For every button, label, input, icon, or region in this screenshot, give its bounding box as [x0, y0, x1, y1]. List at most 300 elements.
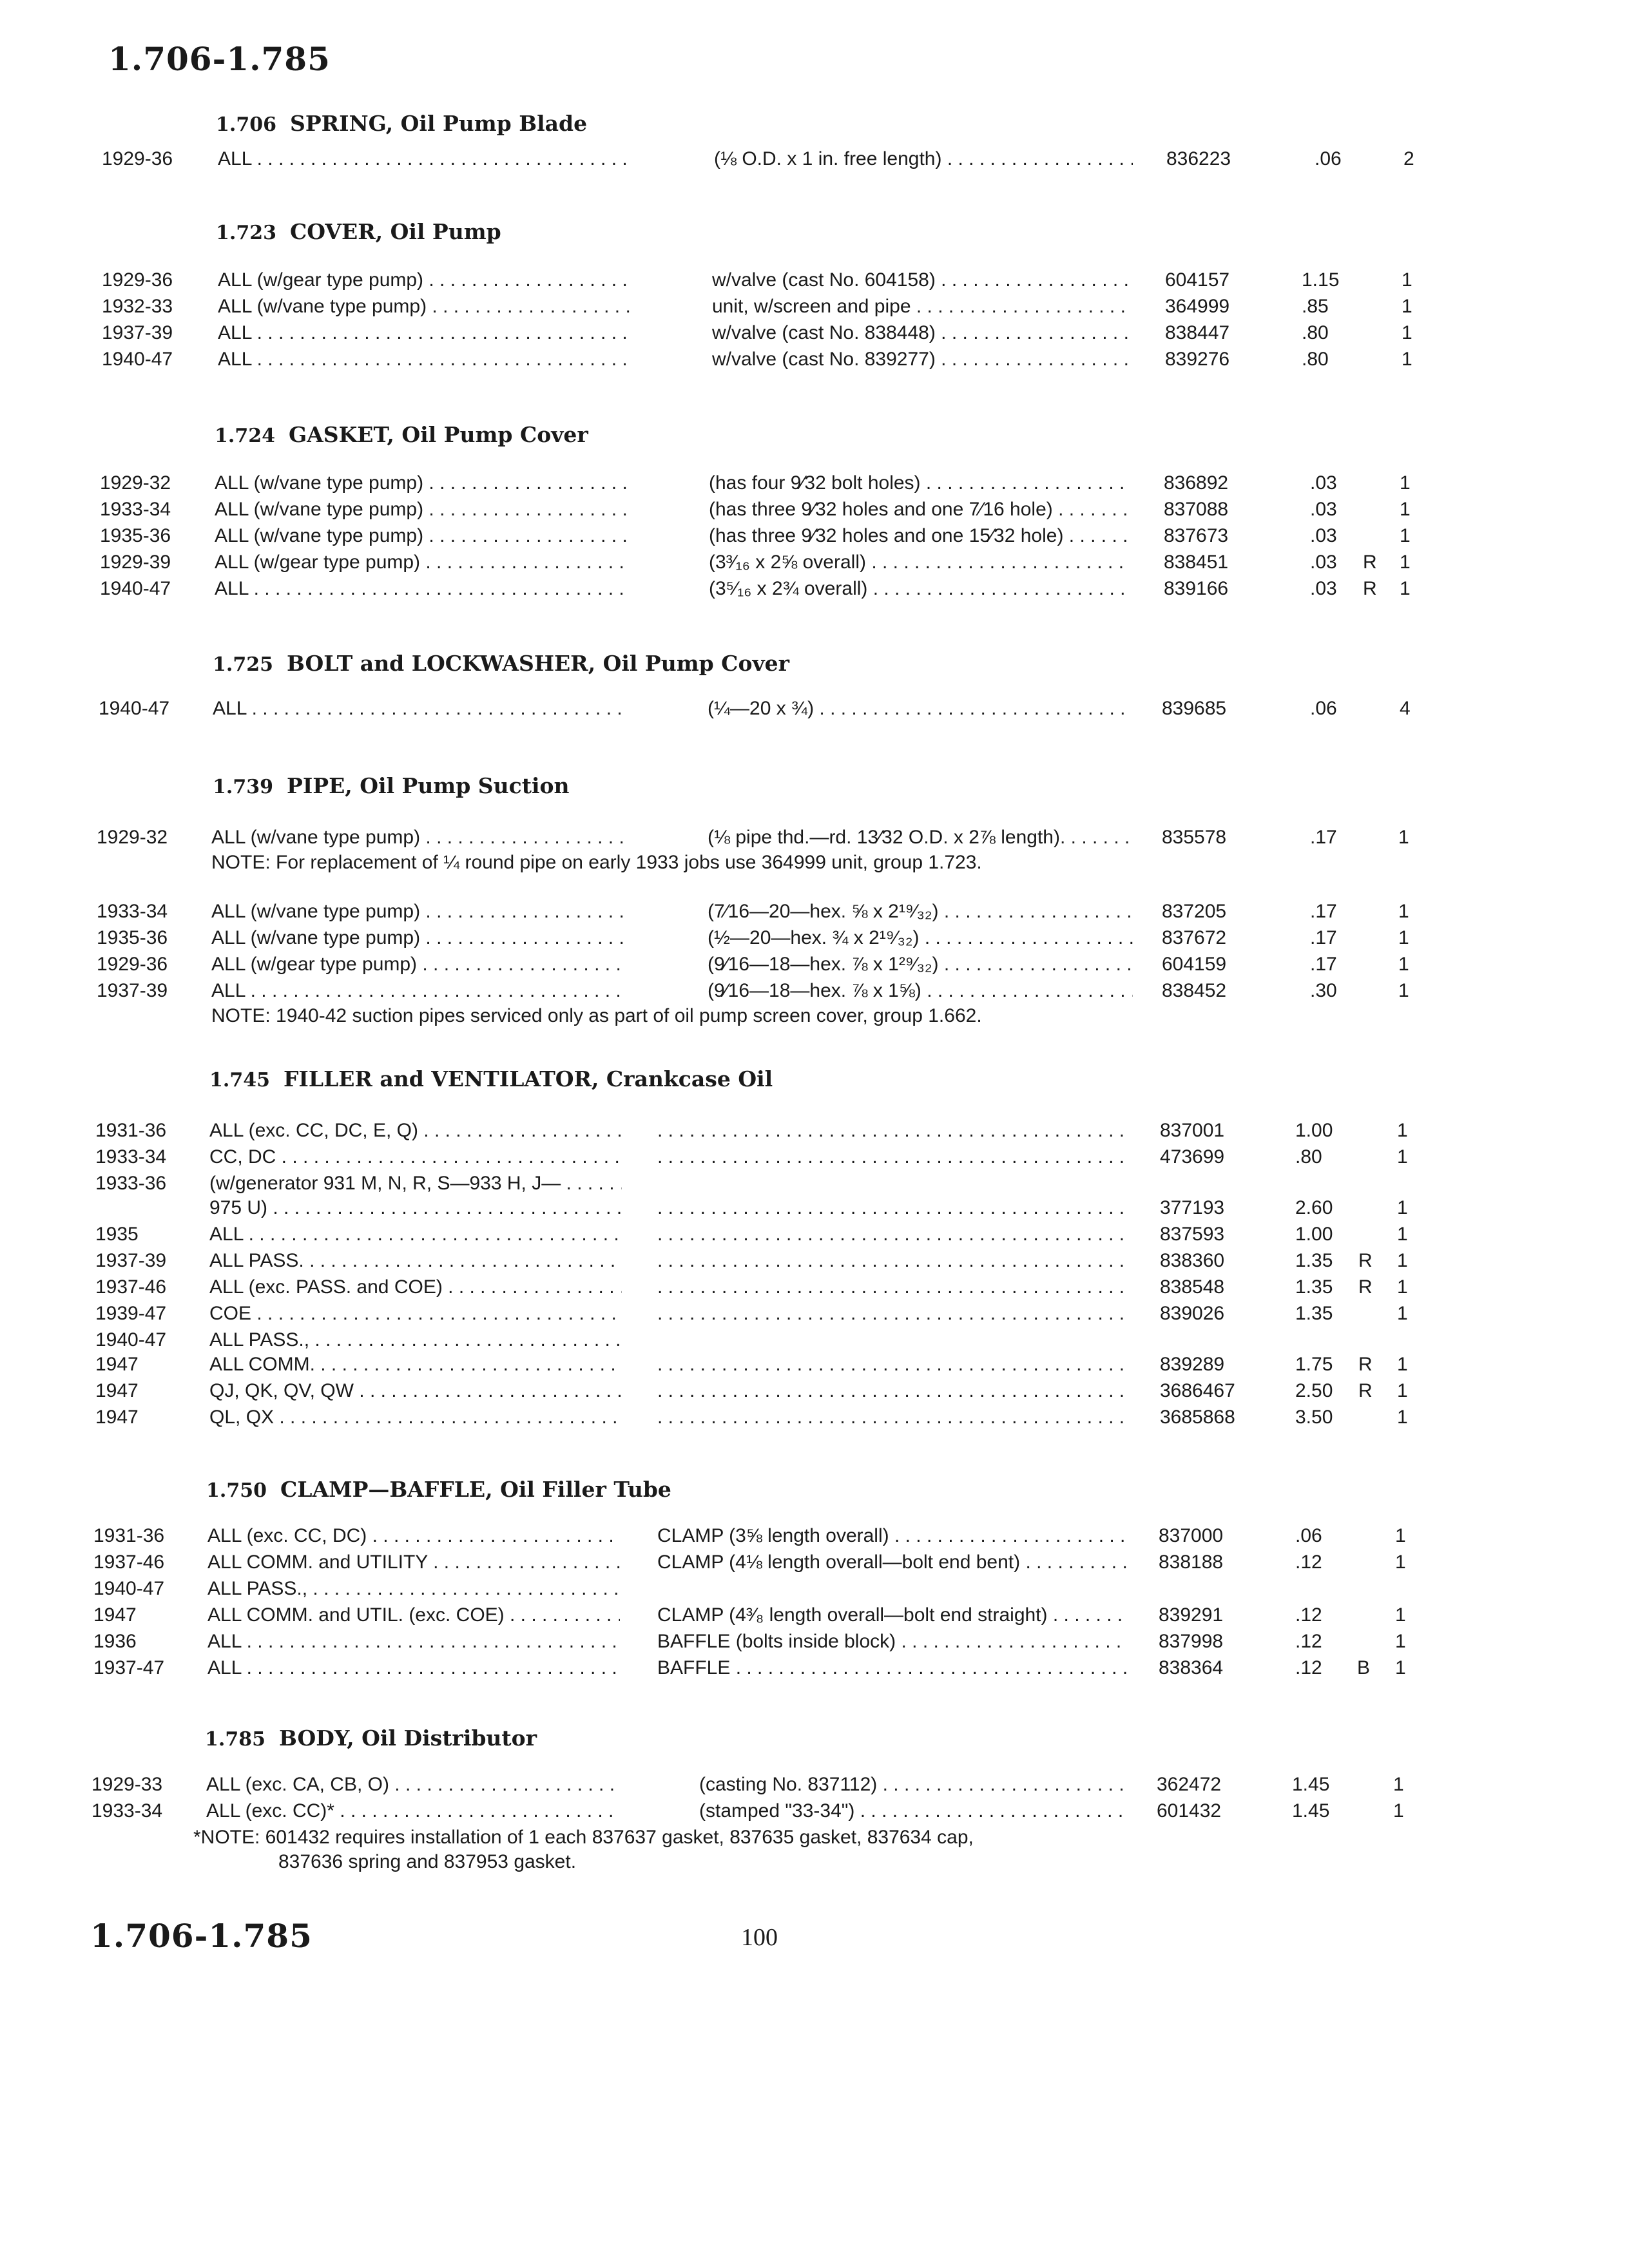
application — [206, 1800, 619, 1822]
application — [207, 1552, 620, 1573]
section-name: PIPE, Oil Pump Suction — [287, 773, 570, 798]
application — [215, 525, 627, 547]
quantity: 1 — [1398, 927, 1409, 948]
section-title — [215, 422, 588, 447]
section-title — [213, 651, 789, 676]
section-title — [213, 773, 570, 798]
section-name: GASKET, Oil Pump Cover — [289, 422, 588, 447]
description-text: (9⁄16—18—hex. ⅞ x 1⅝) — [708, 980, 921, 1001]
table-row — [0, 954, 1629, 981]
description-text: (has four 9⁄32 bolt holes) — [709, 472, 921, 494]
table-row — [0, 1224, 1629, 1251]
table-row — [0, 472, 1629, 499]
application — [209, 1329, 622, 1351]
part-number: 838360 — [1160, 1250, 1225, 1271]
quantity: 1 — [1397, 1250, 1408, 1271]
list-price: .12 — [1295, 1631, 1322, 1652]
year-range: 1947 — [95, 1407, 139, 1428]
application-text: ALL (w/vane type pump) — [211, 927, 421, 948]
application — [209, 1303, 622, 1325]
year-range: 1937-46 — [93, 1552, 165, 1573]
quantity: 1 — [1397, 1120, 1408, 1141]
section-name: FILLER and VENTILATOR, Crankcase Oil — [284, 1066, 773, 1091]
application-text: ALL — [218, 349, 252, 370]
table-row — [0, 552, 1629, 579]
application-text: ALL — [218, 322, 252, 343]
description — [712, 296, 1133, 318]
list-price: .85 — [1302, 296, 1329, 317]
part-number: 837593 — [1160, 1224, 1225, 1245]
list-price: .12 — [1295, 1604, 1322, 1626]
table-row — [0, 1657, 1629, 1684]
application — [209, 1120, 622, 1142]
year-range: 1937-46 — [95, 1276, 167, 1298]
table-row — [0, 578, 1629, 605]
application — [207, 1525, 620, 1547]
part-number: 837000 — [1159, 1525, 1224, 1546]
list-price: .80 — [1302, 349, 1329, 370]
part-number: 3685868 — [1160, 1407, 1235, 1428]
part-number: 837998 — [1159, 1631, 1224, 1652]
table-row — [0, 1250, 1629, 1277]
part-number: 604157 — [1165, 269, 1230, 291]
part-number: 838451 — [1164, 552, 1229, 573]
year-range: 1940-47 — [100, 578, 171, 599]
year-range: 1935-36 — [97, 927, 168, 948]
application — [209, 1224, 622, 1245]
quantity: 1 — [1397, 1303, 1408, 1324]
quantity: 1 — [1398, 901, 1409, 922]
description — [657, 1120, 1128, 1142]
description — [657, 1380, 1128, 1402]
table-row — [0, 1525, 1629, 1552]
list-price: 1.15 — [1302, 269, 1340, 291]
application — [215, 499, 627, 521]
table-row — [0, 322, 1629, 349]
application-text: ALL — [207, 1631, 242, 1652]
year-range: 1937-39 — [97, 980, 168, 1001]
part-number: 601432 — [1157, 1800, 1222, 1821]
section-note: NOTE: 1940-42 suction pipes serviced only as part of oil pump screen cover, group 1.662. — [211, 1005, 982, 1026]
section-title — [206, 1477, 671, 1502]
application — [209, 1146, 622, 1168]
application-text: ALL (exc. CC, DC, E, Q) — [209, 1120, 418, 1141]
list-price: 2.60 — [1295, 1197, 1333, 1218]
quantity: 1 — [1397, 1146, 1408, 1168]
description — [657, 1552, 1128, 1573]
year-range: 1933-34 — [95, 1146, 167, 1168]
description — [657, 1354, 1128, 1376]
application-text: ALL (w/vane type pump) — [215, 525, 424, 546]
application-text: ALL COMM. — [209, 1354, 315, 1375]
table-row — [0, 1329, 1629, 1356]
description-text: (3⁵⁄₁₆ x 2¾ overall) — [709, 578, 868, 599]
description-text: w/valve (cast No. 838448) — [712, 322, 936, 343]
application-text: ALL — [207, 1657, 242, 1678]
application — [211, 901, 624, 923]
part-number: 837205 — [1162, 901, 1227, 922]
application-text: ALL PASS., — [209, 1329, 310, 1350]
application — [209, 1354, 622, 1376]
part-number: 838548 — [1160, 1276, 1225, 1298]
description-text: (⅛ pipe thd.—rd. 13⁄32 O.D. x 2⅞ length). — [708, 827, 1066, 848]
application-text: (w/generator 931 M, N, R, S—933 H, J— — [209, 1173, 561, 1194]
list-price: 1.00 — [1295, 1120, 1333, 1141]
description-text: w/valve (cast No. 604158) — [712, 269, 936, 291]
description-text: unit, w/screen and pipe — [712, 296, 911, 317]
table-row — [0, 698, 1629, 725]
price-code: R — [1358, 1380, 1373, 1401]
year-range: 1933-34 — [92, 1800, 163, 1821]
year-range: 1929-36 — [102, 269, 173, 291]
section-number: 1.723 — [216, 222, 276, 244]
list-price: 1.35 — [1295, 1276, 1333, 1298]
list-price: .06 — [1310, 698, 1337, 719]
table-row — [0, 1631, 1629, 1658]
application — [218, 148, 630, 170]
description-text: (7⁄16—20—hex. ⅝ x 2¹⁹⁄₃₂) — [708, 901, 939, 922]
list-price: 1.45 — [1292, 1774, 1330, 1795]
part-number: 839291 — [1159, 1604, 1224, 1626]
quantity: 1 — [1398, 980, 1409, 1001]
quantity: 1 — [1395, 1657, 1406, 1678]
description — [657, 1407, 1128, 1428]
application-text: ALL — [211, 980, 246, 1001]
application-text: COE — [209, 1303, 252, 1324]
application — [207, 1657, 620, 1679]
table-row — [0, 1407, 1629, 1434]
application-text: ALL (w/gear type pump) — [218, 269, 424, 291]
year-range: 1933-36 — [95, 1173, 167, 1194]
table-row — [0, 296, 1629, 323]
list-price: .17 — [1310, 827, 1337, 848]
section-title — [216, 111, 587, 136]
quantity: 2 — [1403, 148, 1414, 169]
application — [215, 578, 627, 600]
application-text: ALL (w/vane type pump) — [215, 472, 424, 494]
application-text: ALL (w/vane type pump) — [211, 901, 421, 922]
part-number: 604159 — [1162, 954, 1227, 975]
application-text: ALL (exc. CC)* — [206, 1800, 334, 1821]
description-text: CLAMP (4³⁄₈ length overall—bolt end straight) — [657, 1604, 1048, 1626]
section-name: SPRING, Oil Pump Blade — [290, 111, 588, 136]
quantity: 1 — [1400, 552, 1411, 573]
table-row — [0, 525, 1629, 552]
description-text: (3³⁄₁₆ x 2⅝ overall) — [709, 552, 866, 573]
section-note: *NOTE: 601432 requires installation of 1 each 837637 gasket, 837635 gasket, 837634 cap, — [193, 1827, 974, 1848]
description-text: (½—20—hex. ¾ x 2¹⁹⁄₃₂) — [708, 927, 920, 948]
application-text: 975 U) — [209, 1197, 268, 1218]
part-number: 837088 — [1164, 499, 1229, 520]
description-text: (⅛ O.D. x 1 in. free length) — [714, 148, 942, 169]
footer-group-range: 1.706-1.785 — [90, 1917, 313, 1955]
application — [211, 827, 624, 849]
part-number: 364999 — [1165, 296, 1230, 317]
section-title — [216, 219, 501, 244]
table-row — [0, 269, 1629, 296]
section-name: CLAMP—BAFFLE, Oil Filler Tube — [280, 1477, 671, 1502]
description-text: (casting No. 837112) — [699, 1774, 878, 1795]
quantity: 1 — [1397, 1276, 1408, 1298]
application — [209, 1407, 622, 1428]
description — [708, 827, 1133, 849]
description-text: BAFFLE (bolts inside block) — [657, 1631, 896, 1652]
table-row — [0, 827, 1629, 854]
part-number: 362472 — [1157, 1774, 1222, 1795]
year-range: 1935-36 — [100, 525, 171, 546]
section-number: 1.745 — [209, 1069, 270, 1091]
quantity: 1 — [1397, 1354, 1408, 1375]
list-price: 1.45 — [1292, 1800, 1330, 1821]
list-price: 3.50 — [1295, 1407, 1333, 1428]
table-row — [0, 1380, 1629, 1407]
table-row — [0, 1276, 1629, 1303]
quantity: 1 — [1402, 269, 1412, 291]
application-text: ALL — [218, 148, 252, 169]
table-row — [0, 1173, 1629, 1200]
list-price: .12 — [1295, 1657, 1322, 1678]
year-range: 1937-47 — [93, 1657, 165, 1678]
description — [657, 1224, 1128, 1245]
description — [709, 499, 1131, 521]
table-row — [0, 1197, 1629, 1224]
list-price: 1.00 — [1295, 1224, 1333, 1245]
page-number: 100 — [741, 1924, 778, 1951]
description — [709, 552, 1131, 573]
year-range: 1935 — [95, 1224, 139, 1245]
year-range: 1940-47 — [102, 349, 173, 370]
year-range: 1933-34 — [97, 901, 168, 922]
part-number: 838364 — [1159, 1657, 1224, 1678]
section-name: COVER, Oil Pump — [290, 219, 501, 244]
part-number: 836892 — [1164, 472, 1229, 494]
description — [657, 1276, 1128, 1298]
quantity: 1 — [1402, 296, 1412, 317]
year-range: 1947 — [95, 1380, 139, 1401]
application — [213, 698, 625, 720]
year-range: 1947 — [93, 1604, 137, 1626]
quantity: 1 — [1397, 1407, 1408, 1428]
application-text: ALL (w/vane type pump) — [218, 296, 427, 317]
description — [657, 1146, 1128, 1168]
list-price: .17 — [1310, 927, 1337, 948]
table-row — [0, 980, 1629, 1007]
table-row — [0, 148, 1629, 175]
section-title — [209, 1066, 773, 1091]
quantity: 1 — [1400, 525, 1411, 546]
description — [657, 1303, 1128, 1325]
description — [657, 1631, 1128, 1653]
application-text: ALL (exc. CC, DC) — [207, 1525, 367, 1546]
description — [699, 1800, 1128, 1822]
application-text: ALL — [209, 1224, 244, 1245]
part-number: 838188 — [1159, 1552, 1224, 1573]
application — [215, 552, 627, 573]
application — [209, 1380, 622, 1402]
description-text: (has three 9⁄32 holes and one 7⁄16 hole) — [709, 499, 1053, 520]
application — [211, 980, 624, 1002]
part-number: 837673 — [1164, 525, 1229, 546]
application-text: ALL — [213, 698, 247, 719]
description-text: BAFFLE — [657, 1657, 731, 1678]
list-price: .06 — [1315, 148, 1342, 169]
table-row — [0, 1774, 1629, 1801]
list-price: 1.35 — [1295, 1250, 1333, 1271]
application — [218, 269, 630, 291]
application — [209, 1250, 622, 1272]
description-text: (has three 9⁄32 holes and one 15⁄32 hole) — [709, 525, 1064, 546]
year-range: 1936 — [93, 1631, 137, 1652]
list-price: .03 — [1310, 472, 1337, 494]
price-code: R — [1358, 1354, 1373, 1375]
application — [215, 472, 627, 494]
year-range: 1929-32 — [97, 827, 168, 848]
part-number: 473699 — [1160, 1146, 1225, 1168]
year-range: 1931-36 — [95, 1120, 167, 1141]
application — [207, 1578, 620, 1600]
description — [657, 1604, 1128, 1626]
year-range: 1940-47 — [93, 1578, 165, 1599]
table-row — [0, 1120, 1629, 1147]
section-number: 1.724 — [215, 425, 275, 447]
year-range: 1929-39 — [100, 552, 171, 573]
description-text: w/valve (cast No. 839277) — [712, 349, 936, 370]
description-text: CLAMP (3⅝ length overall) — [657, 1525, 889, 1546]
quantity: 1 — [1400, 499, 1411, 520]
application — [207, 1631, 620, 1653]
description — [709, 525, 1131, 547]
application-text: ALL — [215, 578, 249, 599]
application — [207, 1604, 620, 1626]
year-range: 1940-47 — [95, 1329, 167, 1350]
application-text: ALL COMM. and UTIL. (exc. COE) — [207, 1604, 505, 1626]
description — [657, 1657, 1128, 1679]
quantity: 1 — [1398, 954, 1409, 975]
description — [708, 901, 1133, 923]
application — [206, 1774, 619, 1796]
table-row — [0, 499, 1629, 526]
description-text: (9⁄16—18—hex. ⅞ x 1²⁹⁄₃₂) — [708, 954, 939, 975]
description — [657, 1250, 1128, 1272]
application — [209, 1197, 622, 1219]
application-text: ALL PASS., — [207, 1578, 308, 1599]
quantity: 1 — [1398, 827, 1409, 848]
quantity: 1 — [1393, 1800, 1404, 1821]
list-price: .03 — [1310, 499, 1337, 520]
year-range: 1947 — [95, 1354, 139, 1375]
table-row — [0, 1552, 1629, 1579]
year-range: 1931-36 — [93, 1525, 165, 1546]
description — [708, 927, 1133, 949]
part-number: 837672 — [1162, 927, 1227, 948]
quantity: 1 — [1393, 1774, 1404, 1795]
part-number: 839289 — [1160, 1354, 1225, 1375]
year-range: 1929-36 — [102, 148, 173, 169]
list-price: .12 — [1295, 1552, 1322, 1573]
table-row — [0, 927, 1629, 954]
description — [699, 1774, 1128, 1796]
quantity: 1 — [1402, 349, 1412, 370]
part-number: 377193 — [1160, 1197, 1225, 1218]
part-number: 838452 — [1162, 980, 1227, 1001]
application-text: ALL (w/gear type pump) — [211, 954, 418, 975]
price-code: R — [1363, 552, 1377, 573]
year-range: 1937-39 — [95, 1250, 167, 1271]
table-row — [0, 349, 1629, 376]
quantity: 1 — [1397, 1380, 1408, 1401]
price-code: R — [1358, 1276, 1373, 1298]
list-price: 1.35 — [1295, 1303, 1333, 1324]
list-price: .06 — [1295, 1525, 1322, 1546]
table-row — [0, 1146, 1629, 1173]
table-row — [0, 1354, 1629, 1381]
description — [709, 472, 1131, 494]
section-number: 1.750 — [206, 1479, 267, 1502]
section-number: 1.739 — [213, 776, 273, 798]
description-text: (stamped "33-34") — [699, 1800, 855, 1821]
table-row — [0, 1800, 1629, 1827]
application-text: QJ, QK, QV, QW — [209, 1380, 354, 1401]
year-range: 1933-34 — [100, 499, 171, 520]
application — [218, 322, 630, 344]
year-range: 1939-47 — [95, 1303, 167, 1324]
description — [657, 1525, 1128, 1547]
section-number: 1.785 — [205, 1728, 265, 1751]
price-code: R — [1358, 1250, 1373, 1271]
section-note: NOTE: For replacement of ¼ round pipe on early 1933 jobs use 364999 unit, group 1.723. — [211, 852, 982, 873]
description-text: (¼—20 x ¾) — [708, 698, 815, 719]
description — [712, 269, 1133, 291]
section-title — [205, 1725, 537, 1751]
description — [708, 954, 1133, 975]
quantity: 1 — [1397, 1224, 1408, 1245]
list-price: .03 — [1310, 578, 1337, 599]
description — [708, 698, 1130, 720]
application — [218, 349, 630, 370]
description — [708, 980, 1133, 1002]
part-number: 839166 — [1164, 578, 1229, 599]
section-name: BODY, Oil Distributor — [279, 1725, 537, 1751]
part-number: 835578 — [1162, 827, 1227, 848]
description — [712, 349, 1133, 370]
application — [218, 296, 630, 318]
list-price: 2.50 — [1295, 1380, 1333, 1401]
application-text: ALL (w/gear type pump) — [215, 552, 421, 573]
list-price: .80 — [1295, 1146, 1322, 1168]
application — [211, 954, 624, 975]
part-number: 3686467 — [1160, 1380, 1235, 1401]
application-text: ALL COMM. and UTILITY — [207, 1552, 428, 1573]
list-price: .80 — [1302, 322, 1329, 343]
application — [209, 1276, 622, 1298]
quantity: 1 — [1395, 1604, 1406, 1626]
description — [657, 1197, 1128, 1219]
application — [211, 927, 624, 949]
year-range: 1929-36 — [97, 954, 168, 975]
table-row — [0, 1303, 1629, 1330]
application — [209, 1173, 622, 1195]
list-price: 1.75 — [1295, 1354, 1333, 1375]
year-range: 1932-33 — [102, 296, 173, 317]
quantity: 1 — [1400, 578, 1411, 599]
description-text: CLAMP (4⅛ length overall—bolt end bent) — [657, 1552, 1021, 1573]
price-code: B — [1357, 1657, 1371, 1678]
part-number: 839276 — [1165, 349, 1230, 370]
list-price: .03 — [1310, 552, 1337, 573]
description — [712, 322, 1133, 344]
part-number: 836223 — [1166, 148, 1231, 169]
application-text: ALL (exc. PASS. and COE) — [209, 1276, 443, 1298]
